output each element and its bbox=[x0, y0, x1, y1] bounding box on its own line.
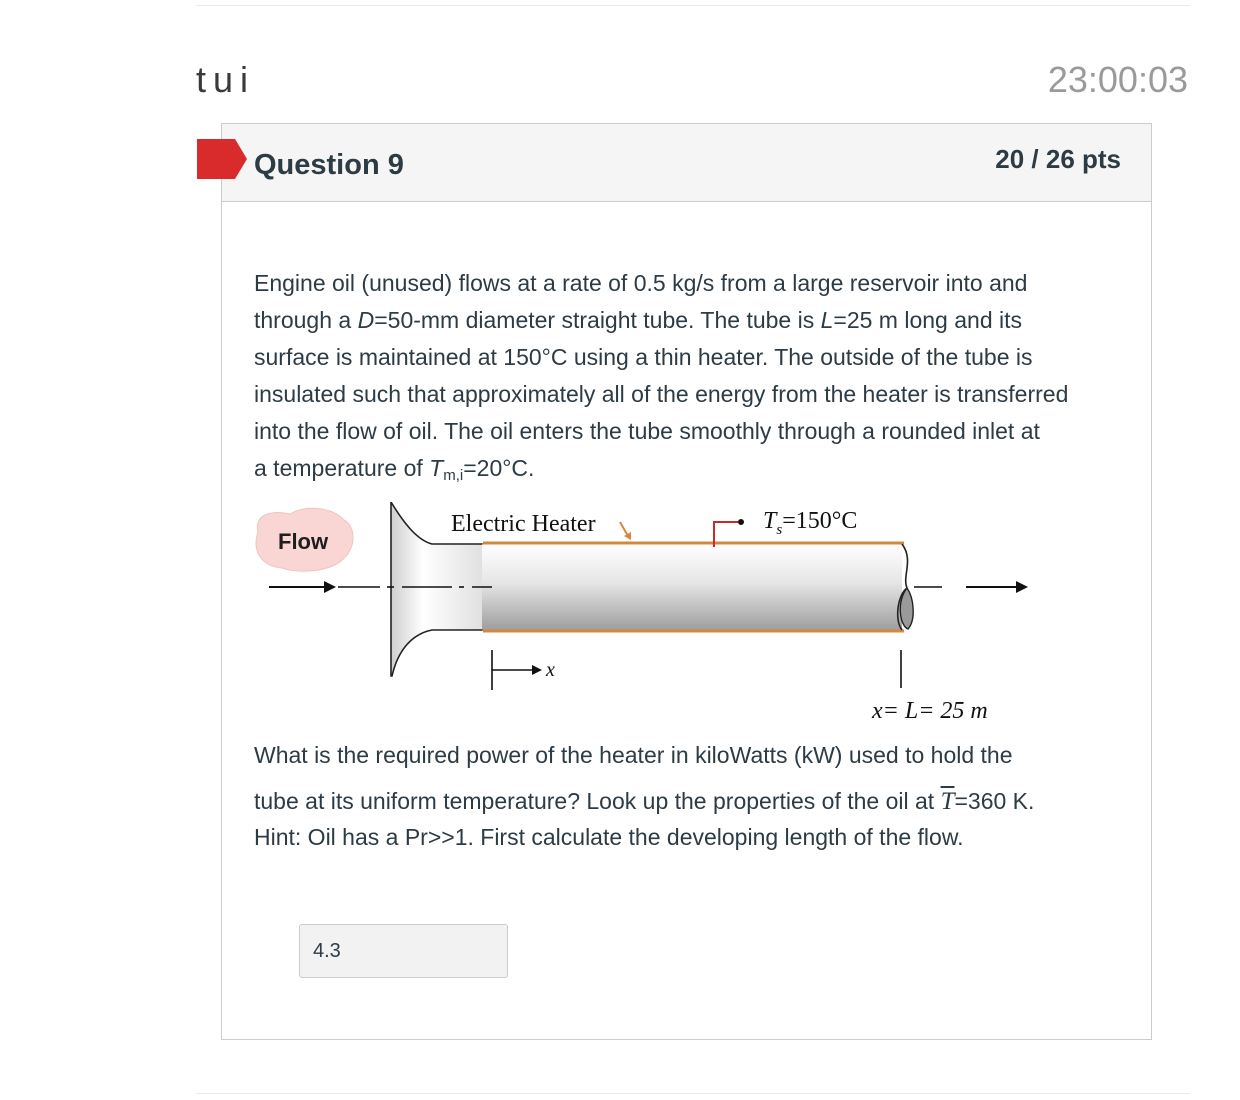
prompt-line: Engine oil (unused) flows at a rate of 0.5 kg/s from a large reservoir into and bbox=[254, 270, 1028, 296]
top-divider bbox=[196, 5, 1190, 6]
x-axis-indicator bbox=[492, 650, 555, 690]
heater-label-arrow bbox=[620, 522, 631, 540]
question-line: What is the required power of the heater in kiloWatts (kW) used to hold the bbox=[254, 742, 1013, 768]
question-card bbox=[221, 123, 1152, 1040]
flow-badge bbox=[256, 508, 353, 571]
question-line: tube at its uniform temperature? Look up the properties of the oil at $\overline{T}=360$ K. bbox=[254, 788, 1035, 815]
question-points: 20 / 26 pts bbox=[995, 144, 1121, 174]
inlet-arrow bbox=[269, 581, 336, 593]
prompt-line: surface is maintained at 150°C using a thin heater. The outside of the tube is bbox=[254, 344, 1033, 370]
question-title: Question 9 bbox=[254, 149, 404, 181]
outlet-arrow bbox=[966, 581, 1028, 593]
bottom-divider bbox=[196, 1093, 1190, 1094]
question-prompt bbox=[254, 265, 1134, 494]
surface-temp-label: $T_s=150^\circ C$ bbox=[763, 508, 858, 538]
answer-input[interactable]: 4.3 bbox=[299, 924, 508, 978]
x-axis-label: x bbox=[546, 659, 555, 681]
flow-label: Flow bbox=[278, 529, 329, 554]
prompt-line: into the flow of oil. The oil enters the tube smoothly through a rounded inlet at bbox=[254, 418, 1040, 444]
question-line: Hint: Oil has a Pr>>1. First calculate the developing length of the flow. bbox=[254, 824, 964, 850]
tube-body bbox=[482, 544, 902, 630]
prompt-line: insulated such that approximately all of the energy from the heater is transferred bbox=[254, 381, 1069, 407]
course-title: tui bbox=[196, 59, 256, 100]
question-header bbox=[222, 124, 1151, 202]
tube-diagram bbox=[252, 502, 1052, 742]
heater-label: Electric Heater bbox=[451, 511, 596, 537]
prompt-line: through a D=50-mm diameter straight tube. The tube is L=25 m long and its bbox=[254, 307, 1022, 333]
prompt-line: a temperature of $T_{m,i}=20^\circ C$. bbox=[254, 455, 535, 484]
flag-icon[interactable] bbox=[197, 139, 247, 179]
quiz-timer: 23:00:03 bbox=[1047, 59, 1188, 100]
length-label: x= L= 25 m bbox=[872, 698, 988, 724]
